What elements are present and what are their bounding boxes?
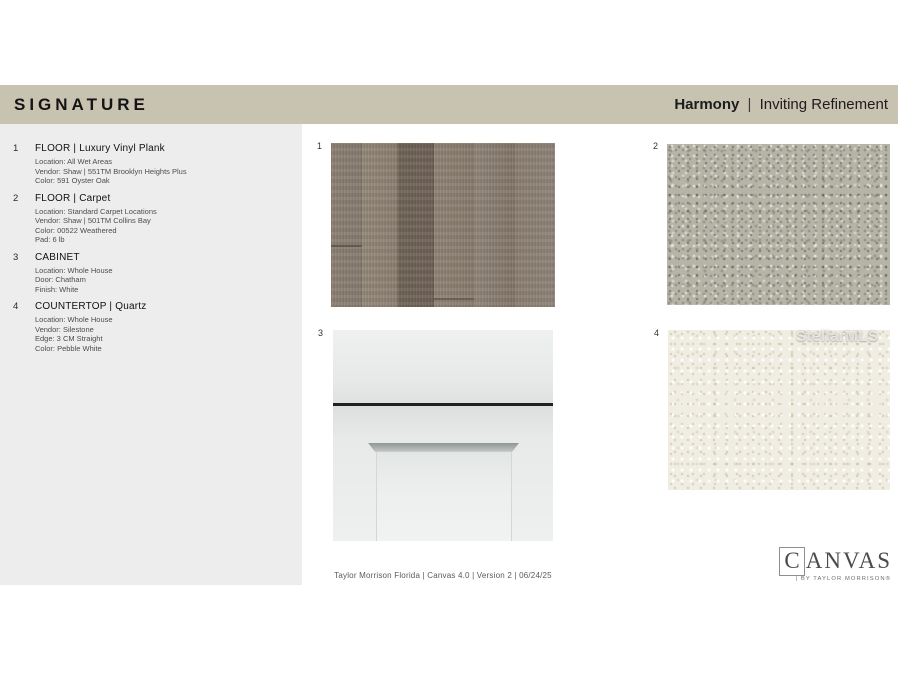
spec-item-title: FLOOR | Carpet [35, 192, 111, 204]
spec-item-cabinet [0, 252, 302, 295]
version-footnote: Taylor Morrison Florida | Canvas 4.0 | Version 2 | 06/24/25 [334, 571, 552, 580]
spec-detail-edge: Edge: 3 CM Straight [35, 334, 103, 343]
spec-detail-vendor: Vendor: Shaw | 501TM Collins Bay [35, 216, 151, 225]
spec-detail-color: Color: 00522 Weathered [35, 225, 117, 235]
spec-item-number: 1 [13, 143, 19, 154]
spec-item-floor-carpet [0, 193, 302, 245]
theme-tagline: Inviting Refinement [759, 96, 888, 113]
spec-item-floor-lvp [0, 143, 302, 186]
canvas-tagline: | BY TAYLOR MORRISON® [795, 576, 891, 582]
theme-separator: | [747, 96, 752, 113]
cabinet-door-face [333, 406, 553, 541]
canvas-wordmark [772, 548, 892, 574]
mls-watermark: StellarMLS [796, 328, 879, 345]
swatch-label-4: 4 [654, 328, 660, 338]
swatch-label-2: 2 [653, 141, 659, 151]
spec-detail-location: Location: Standard Carpet Locations [35, 206, 157, 216]
spec-item-number: 3 [13, 251, 19, 263]
spec-item-title: FLOOR | Luxury Vinyl Plank [35, 143, 165, 154]
header-band [0, 85, 898, 124]
spec-detail-finish: Finish: White [35, 284, 79, 294]
collection-title: SIGNATURE [14, 94, 149, 114]
spec-detail-location: Location: All Wet Areas [35, 157, 112, 166]
swatch-carpet [667, 144, 890, 305]
spec-item-number: 2 [13, 192, 19, 204]
cabinet-drawer-front [333, 330, 553, 403]
cabinet-panel-bevel [368, 443, 519, 452]
canvas-rest: ANVAS [805, 548, 892, 573]
spec-item-number: 4 [13, 301, 19, 312]
theme-name: Harmony [674, 96, 740, 113]
spec-detail-location: Location: Whole House [35, 265, 113, 275]
swatch-label-1: 1 [317, 141, 323, 151]
canvas-boxed-c: C [779, 547, 804, 576]
spec-detail-color: Color: Pebble White [35, 343, 102, 353]
selections-sidebar [0, 124, 302, 585]
spec-item-countertop [0, 301, 302, 353]
spec-detail-vendor: Vendor: Shaw | 551TM Brooklyn Heights Plus [35, 166, 187, 176]
swatch-label-3: 3 [318, 328, 324, 338]
swatch-cabinet-door [333, 330, 553, 541]
cabinet-recessed-panel [376, 452, 512, 541]
theme-title [674, 96, 888, 113]
spec-detail-color: Color: 591 Oyster Oak [35, 176, 110, 185]
spec-detail-door: Door: Chatham [35, 275, 86, 284]
spec-detail-location: Location: Whole House [35, 315, 113, 324]
spec-detail-vendor: Vendor: Silestone [35, 324, 94, 334]
swatch-luxury-vinyl-plank [331, 143, 555, 307]
canvas-logo [772, 548, 892, 582]
swatch-quartz [668, 330, 890, 490]
spec-item-title: CABINET [35, 251, 80, 263]
spec-detail-pad: Pad: 6 lb [35, 235, 65, 244]
spec-item-title: COUNTERTOP | Quartz [35, 301, 147, 312]
